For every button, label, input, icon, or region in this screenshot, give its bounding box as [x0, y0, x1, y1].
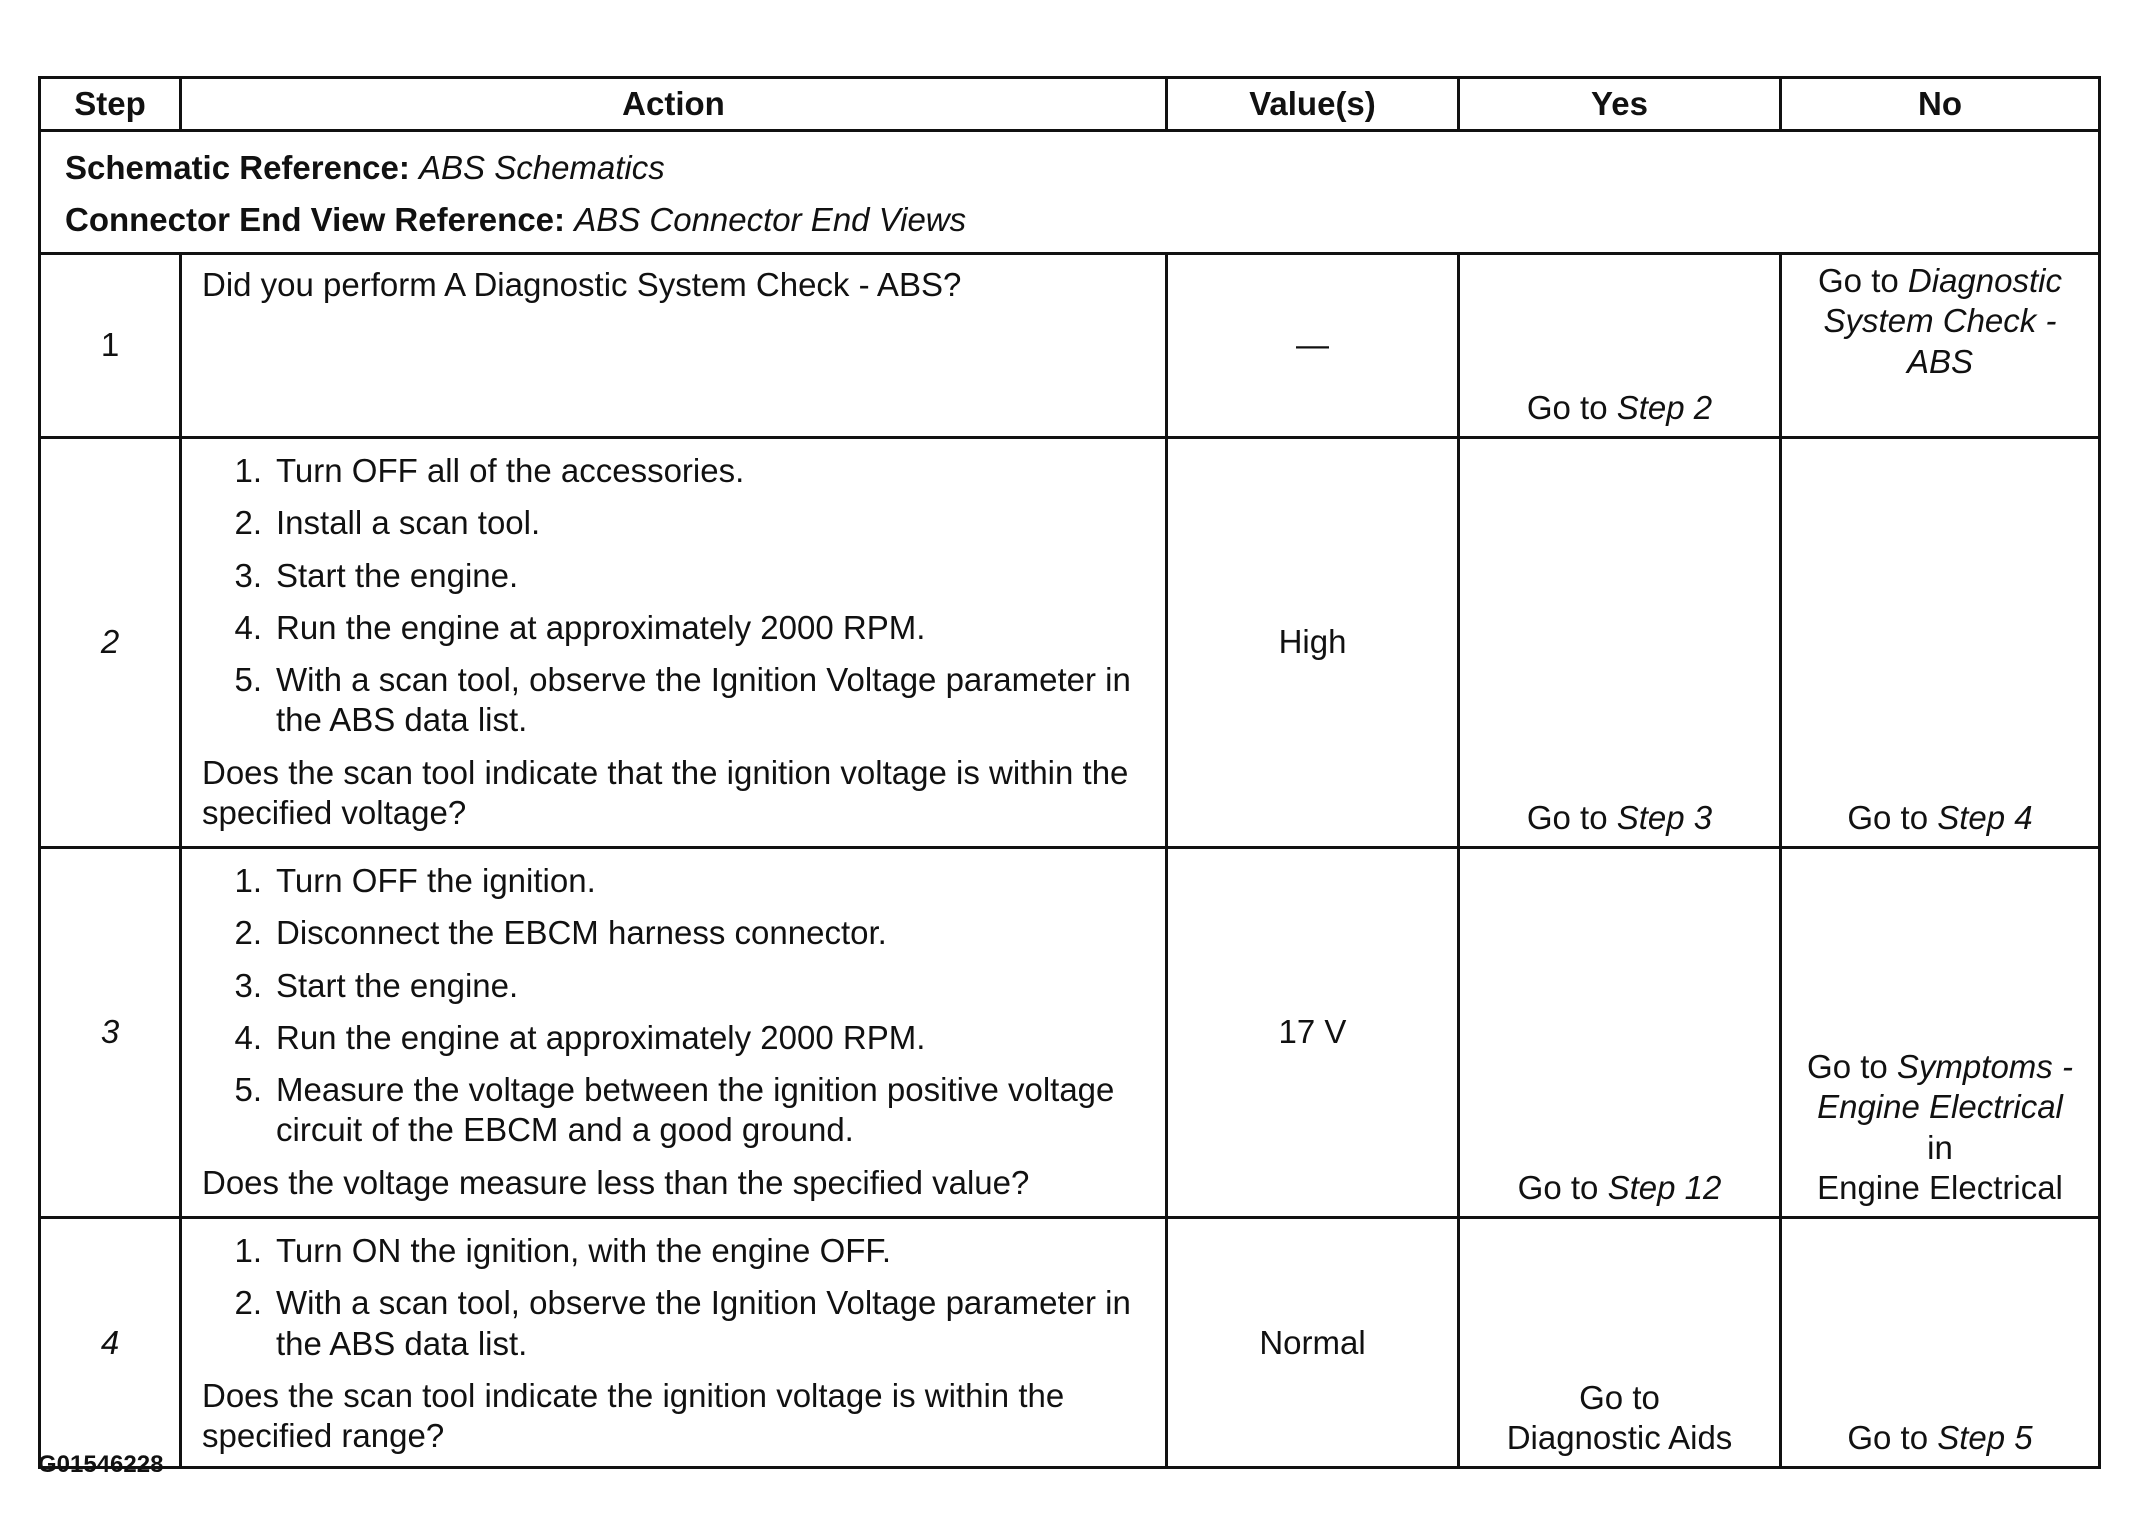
step-number: 3	[40, 848, 181, 1218]
step-question: Does the scan tool indicate the ignition voltage is within the specified range?	[202, 1376, 1065, 1454]
yes-prefix: Go to	[1579, 1378, 1660, 1416]
yes-prefix: Go to	[1526, 798, 1608, 836]
no-prefix: Go to	[1807, 1048, 1888, 1085]
no-suffix-link[interactable]: Engine Electrical	[1817, 1168, 2063, 1206]
figure-id: G01546228	[38, 1451, 164, 1478]
step-number: 1	[40, 254, 181, 438]
header-no: No	[1781, 78, 2100, 131]
action-cell	[181, 848, 1167, 1218]
reference-cell	[40, 131, 2100, 254]
yes-prefix: Go to	[1526, 388, 1608, 426]
no-target-link[interactable]: Symptoms - Engine Electrical	[1817, 1048, 2073, 1126]
action-item: 5. With a scan tool, observe the Ignition Voltage parameter in the ABS data list.	[234, 661, 1131, 739]
step-question: Does the scan tool indicate that the ignition voltage is within the specified voltage?	[202, 753, 1129, 831]
step-value: 17 V	[1167, 848, 1459, 1218]
header-row	[40, 78, 2100, 131]
step-row-2	[40, 438, 2100, 848]
step-question: Does the voltage measure less than the specified value?	[202, 1163, 1030, 1201]
no-prefix: Go to	[1847, 1419, 1929, 1456]
step-value: —	[1167, 254, 1459, 438]
no-target-link[interactable]: Step 5	[1937, 1419, 2033, 1456]
schematic-reference-link[interactable]: ABS Schematics	[419, 149, 665, 186]
yes-target-link[interactable]: Step 3	[1616, 798, 1713, 836]
action-item: 3. Start the engine.	[234, 556, 519, 594]
header-step: Step	[40, 78, 181, 131]
action-cell	[181, 438, 1167, 848]
no-prefix: Go to	[1847, 798, 1929, 836]
no-cell	[1781, 848, 2100, 1218]
step-row-1	[40, 254, 2100, 438]
diagnostic-table	[38, 76, 2101, 1469]
action-cell	[181, 254, 1167, 438]
no-prefix: Go to	[1818, 262, 1899, 299]
no-cell	[1781, 254, 2100, 438]
step-value: High	[1167, 438, 1459, 848]
connector-reference-link[interactable]: ABS Connector End Views	[574, 201, 967, 238]
yes-cell	[1459, 254, 1781, 438]
step-row-3	[40, 848, 2100, 1218]
yes-target-link[interactable]: Step 12	[1607, 1168, 1722, 1206]
no-cell	[1781, 438, 2100, 848]
action-cell	[181, 1218, 1167, 1468]
no-target-link[interactable]: Diagnostic System Check - ABS	[1823, 262, 2062, 380]
action-item: 1. Turn ON the ignition, with the engine OFF.	[234, 1232, 892, 1269]
action-item: 1. Turn OFF all of the accessories.	[234, 452, 745, 489]
schematic-reference-label: Schematic Reference:	[65, 149, 410, 186]
action-list	[202, 1231, 1149, 1364]
action-item: 3. Start the engine.	[234, 966, 519, 1004]
yes-cell	[1459, 1218, 1781, 1468]
action-item: 2. Disconnect the EBCM harness connector.	[234, 914, 887, 952]
step-value: Normal	[1167, 1218, 1459, 1468]
yes-target-link[interactable]: Step 2	[1616, 388, 1713, 426]
header-values: Value(s)	[1167, 78, 1459, 131]
step-row-4	[40, 1218, 2100, 1468]
header-action: Action	[181, 78, 1167, 131]
yes-target-link[interactable]: Diagnostic Aids	[1506, 1419, 1733, 1456]
yes-prefix: Go to	[1517, 1168, 1599, 1206]
no-target-link[interactable]: Step 4	[1937, 798, 2033, 836]
action-list	[202, 451, 1149, 741]
yes-cell	[1459, 848, 1781, 1218]
connector-reference-label: Connector End View Reference:	[65, 201, 566, 238]
connector-reference	[65, 194, 2098, 246]
action-item: 2. Install a scan tool.	[234, 504, 541, 542]
action-item: 5. Measure the voltage between the ignition positive voltage circuit of the EBCM and a good ground.	[234, 1071, 1115, 1149]
step-question: Did you perform A Diagnostic System Check - ABS?	[202, 266, 962, 303]
action-list	[202, 861, 1149, 1151]
yes-cell	[1459, 438, 1781, 848]
action-item: 4. Run the engine at approximately 2000 RPM.	[234, 1018, 926, 1056]
action-item: 4. Run the engine at approximately 2000 RPM.	[234, 608, 926, 646]
step-number: 2	[40, 438, 181, 848]
action-item: 1. Turn OFF the ignition.	[234, 862, 596, 899]
header-yes: Yes	[1459, 78, 1781, 131]
no-mid: in	[1927, 1128, 1953, 1166]
no-cell	[1781, 1218, 2100, 1468]
action-item: 2. With a scan tool, observe the Ignition Voltage parameter in the ABS data list.	[234, 1284, 1131, 1362]
reference-row	[40, 131, 2100, 254]
step-number: 4	[40, 1218, 181, 1468]
schematic-reference	[65, 142, 2098, 194]
